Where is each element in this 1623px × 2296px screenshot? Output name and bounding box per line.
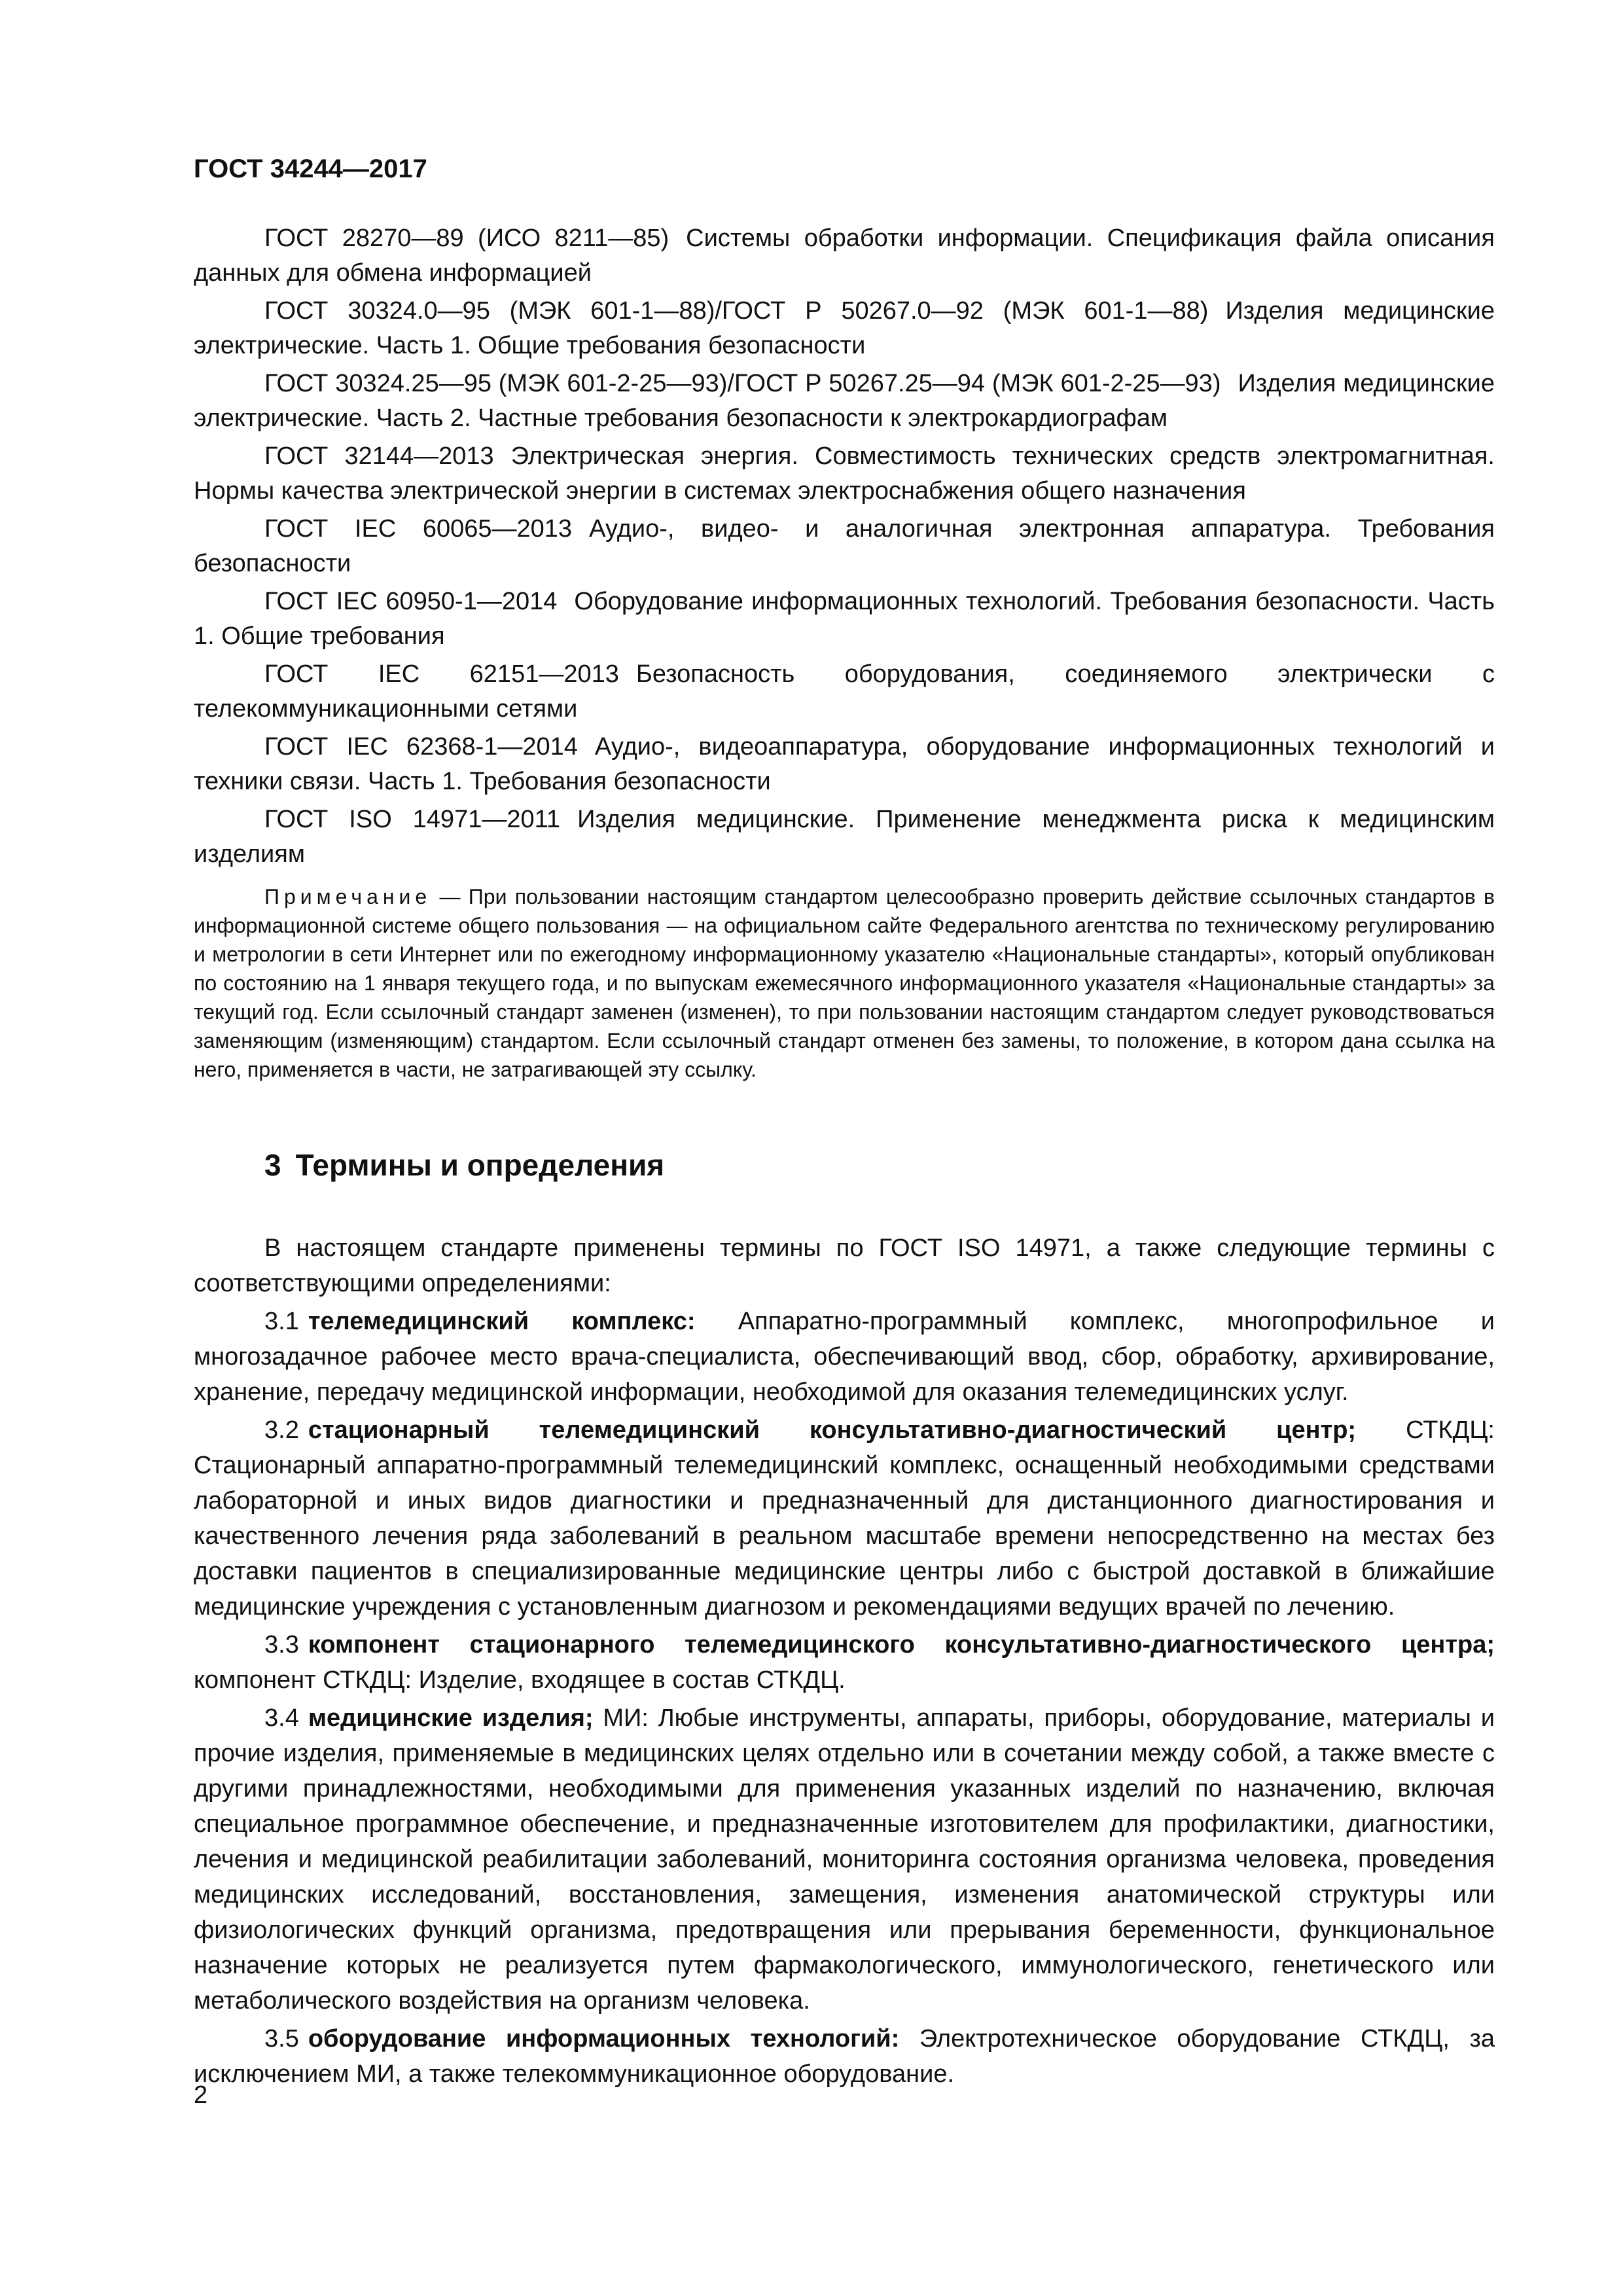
reference-code: ГОСТ IEC 60065—2013: [264, 515, 573, 543]
section-title: [264, 1147, 1495, 1183]
term-definition: [194, 1412, 1495, 1624]
reference-title: Аудио-, видео- и аналогичная электронная аппаратура. Требования безопасности: [194, 515, 1495, 577]
reference-title: Изделия медицинские электрические. Часть 2. Частные требования безопасности к электрокардиографам: [194, 370, 1495, 432]
reference-code: ГОСТ IEC 62151—2013: [264, 660, 619, 688]
term-number: 3.3: [264, 1631, 299, 1659]
reference-code: ГОСТ 30324.0—95 (МЭК 601-1—88)/ГОСТ Р 50267.0—92 (МЭК 601-1—88): [264, 297, 1209, 325]
term-text: СТКДЦ: Стационарный аппаратно-программный телемедицинский комплекс, оснащенный необходимыми средствами лабораторной и иных видов диагностики и предназначенный для дистанционного диагностирования и качественного лечения ряда заболеваний в реальном масштабе времени непосредственно на местах без доставки пациентов в специализированные медицинские центры либо с быстрой доставкой в ближайшие медицинские учреждения с установленным диагнозом и рекомендациями ведущих врачей по лечению.: [194, 1416, 1495, 1621]
term-number: 3.2: [264, 1416, 299, 1444]
term-name: стационарный телемедицинский консультативно-диагностический центр;: [308, 1416, 1357, 1444]
reference-title: Изделия медицинские электрические. Часть 1. Общие требования безопасности: [194, 297, 1495, 359]
term-number: 3.5: [264, 2025, 299, 2053]
reference-title: Аудио-, видеоаппаратура, оборудование информационных технологий и техники связи. Часть 1. Требования безопасности: [194, 733, 1495, 795]
reference-code: ГОСТ 28270—89 (ИСО 8211—85): [264, 224, 669, 252]
normative-references: [194, 221, 1495, 872]
section-intro: В настоящем стандарте применены термины по ГОСТ ISO 14971, а также следующие термины с соответствующими определениями:: [194, 1234, 1495, 1297]
reference-item: [194, 221, 1495, 291]
reference-code: ГОСТ IEC 60950-1—2014: [264, 588, 558, 615]
term-text: МИ: Любые инструменты, аппараты, приборы, оборудование, материалы и прочие изделия, применяемые в медицинских целях отдельно или в сочетании между собой, а также вместе с другими принадлежностями, необходимыми для применения указанных изделий по назначению, включая специальное программное обеспечение, и предназначенные изготовителем для профилактики, диагностики, лечения и медицинской реабилитации заболеваний, мониторинга состояния организма человека, проведения медицинских исследований, восстановления, замещения, изменения анатомической структуры или физиологических функций организма, предотвращения или прерывания беременности, функциональное назначение которых не реализуется путем фармакологического, иммунологического, генетического или метаболического воздействия на организм человека.: [194, 1704, 1495, 2015]
reference-title: Изделия медицинские. Применение менеджмента риска к медицинским изделиям: [194, 806, 1495, 868]
reference-title: Электрическая энергия. Совместимость технических средств электромагнитная. Нормы качества электрической энергии в системах электроснабжения общего назначения: [194, 442, 1495, 505]
section-number: 3: [264, 1148, 281, 1182]
reference-item: [194, 512, 1495, 581]
note-label: Примечание: [264, 885, 432, 908]
reference-title: Системы обработки информации. Спецификация файла описания данных для обмена информацией: [194, 224, 1495, 287]
reference-title: Оборудование информационных технологий. Требования безопасности. Часть 1. Общие требования: [194, 588, 1495, 650]
reference-item: [194, 584, 1495, 654]
reference-code: ГОСТ ISO 14971—2011: [264, 806, 561, 833]
term-definition: [194, 1627, 1495, 1698]
reference-item: [194, 730, 1495, 799]
reference-item: [194, 367, 1495, 436]
term-name: медицинские изделия;: [308, 1704, 594, 1732]
reference-item: [194, 439, 1495, 509]
document-header: ГОСТ 34244—2017: [194, 154, 427, 183]
term-definition: [194, 2021, 1495, 2092]
terms-section: [194, 1230, 1495, 2092]
term-name: оборудование информационных технологий:: [308, 2025, 900, 2053]
term-text: Электротехническое оборудование СТКДЦ, за исключением МИ, а также телекоммуникационное оборудование.: [194, 2025, 1495, 2088]
reference-code: ГОСТ IEC 62368-1—2014: [264, 733, 578, 761]
reference-item: [194, 657, 1495, 726]
reference-item: [194, 294, 1495, 363]
term-name: компонент стационарного телемедицинского консультативно-диагностического центра;: [308, 1631, 1495, 1659]
document-page: [194, 152, 1495, 2094]
reference-code: ГОСТ 30324.25—95 (МЭК 601-2-25—93)/ГОСТ Р 50267.25—94 (МЭК 601-2-25—93): [264, 370, 1221, 397]
note-text: — При пользовании настоящим стандартом целесообразно проверить действие ссылочных стандартов в информационной системе общего пользования — на официальном сайте Федерального агентства по техническому регулированию и метрологии в сети Интернет или по ежегодному информационному указателю «Национальные стандарты», который опубликован по состоянию на 1 января текущего года, и по выпускам ежемесячного информационного указателя «Национальные стандарты» за текущий год. Если ссылочный стандарт заменен (изменен), то при пользовании настоящим стандартом следует руководствоваться заменяющим (изменяющим) стандартом. Если ссылочный стандарт отменен без замены, то положение, в котором дана ссылка на него, применяется в части, не затрагивающей эту ссылку.: [194, 885, 1495, 1081]
term-name: телемедицинский комплекс:: [308, 1308, 696, 1335]
term-text: компонент СТКДЦ: Изделие, входящее в состав СТКДЦ.: [194, 1666, 846, 1694]
reference-title: Безопасность оборудования, соединяемого электрически с телекоммуникационными сетями: [194, 660, 1495, 723]
term-text: Аппаратно-программный комплекс, многопрофильное и многозадачное рабочее место врача-специалиста, обеспечивающий ввод, сбор, обработку, архивирование, хранение, передачу медицинской информации, необходимой для оказания телемедицинских услуг.: [194, 1308, 1495, 1406]
page-number: 2: [194, 2081, 208, 2109]
reference-code: ГОСТ 32144—2013: [264, 442, 494, 470]
section-title-text: Термины и определения: [295, 1148, 665, 1182]
term-number: 3.4: [264, 1704, 299, 1732]
references-note: [194, 882, 1495, 1084]
term-number: 3.1: [264, 1308, 299, 1335]
term-definition: [194, 1304, 1495, 1410]
reference-item: [194, 802, 1495, 872]
term-definition: [194, 1700, 1495, 2018]
